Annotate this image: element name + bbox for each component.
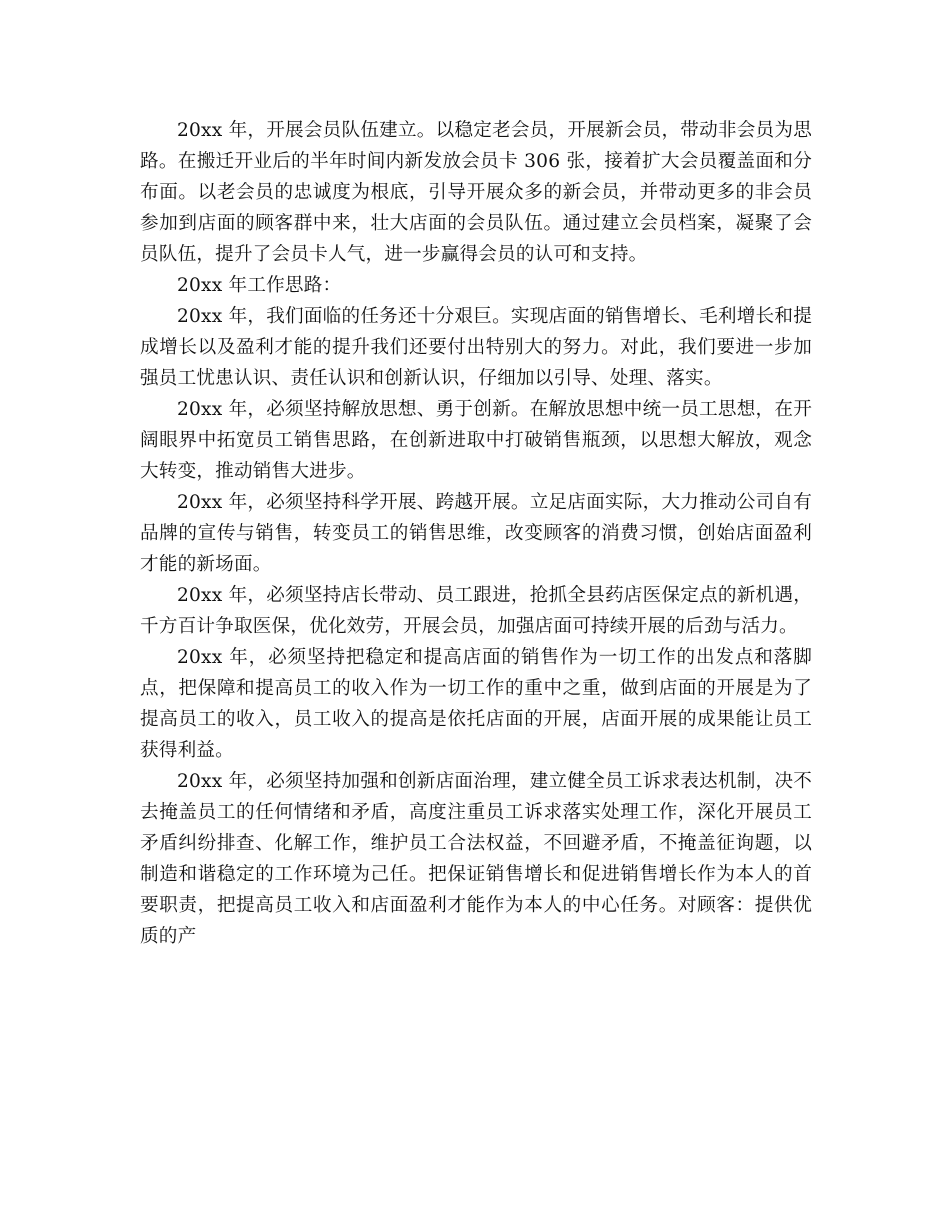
paragraph-medical-insurance: 20xx 年，必须坚持店长带动、员工跟进，抢抓全县药店医保定点的新机遇，千方百计争取医保，优化效劳，开展会员，加强店面可持续开展的后劲与活力。: [140, 585, 812, 637]
paragraph-employee-income: 20xx 年，必须坚持把稳定和提高店面的销售作为一切工作的出发点和落脚点，把保障和提高员工的收入作为一切工作的重中之重，做到店面的开展是为了提高员工的收入，员工收入的提高是依托店面的开展，店面开展的成果能让员工获得利益。: [140, 647, 812, 761]
paragraph-scientific-development: 20xx 年，必须坚持科学开展、跨越开展。立足店面实际，大力推动公司自有品牌的宣传与销售，转变员工的销售思维，改变顾客的消费习惯，创始店面盈利才能的新场面。: [140, 492, 812, 575]
paragraph-innovation: 20xx 年，必须坚持解放思想、勇于创新。在解放思想中统一员工思想，在开阔眼界中拓宽员工销售思路，在创新进取中打破销售瓶颈，以思想大解放，观念大转变，推动销售大进步。: [140, 399, 812, 482]
document-body: [140, 115, 812, 952]
paragraph-work-plan-heading: 20xx 年工作思路：: [177, 275, 342, 296]
paragraph-member-team: 20xx 年，开展会员队伍建立。以稳定老会员，开展新会员，带动非会员为思路。在搬迁开业后的半年时间内新发放会员卡 306 张，接着扩大会员覆盖面和分布面。以老会员的忠诚度为根底，引导开展众多的新会员，并带动更多的非会员参加到店面的顾客群中来，壮大店面的会员队伍。通过建立会员档案，凝聚了会员队伍，提升了会员卡人气，进一步赢得会员的认可和支持。: [140, 120, 812, 265]
paragraph-tasks: 20xx 年，我们面临的任务还十分艰巨。实现店面的销售增长、毛利增长和提成增长以及盈利才能的提升我们还要付出特别大的努力。对此，我们要进一步加强员工忧患认识、责任认识和创新认识，仔细加以引导、处理、落实。: [140, 306, 812, 389]
paragraph-store-management: 20xx 年，必须坚持加强和创新店面治理，建立健全员工诉求表达机制，决不去掩盖员工的任何情绪和矛盾，高度注重员工诉求落实处理工作，深化开展员工矛盾纠纷排查、化解工作，维护员工合法权益，不回避矛盾，不掩盖征询题，以制造和谐稳定的工作环境为己任。把保证销售增长和促进销售增长作为本人的首要职责，把提高员工收入和店面盈利才能作为本人的中心任务。对顾客：提供优质的产: [140, 771, 812, 947]
